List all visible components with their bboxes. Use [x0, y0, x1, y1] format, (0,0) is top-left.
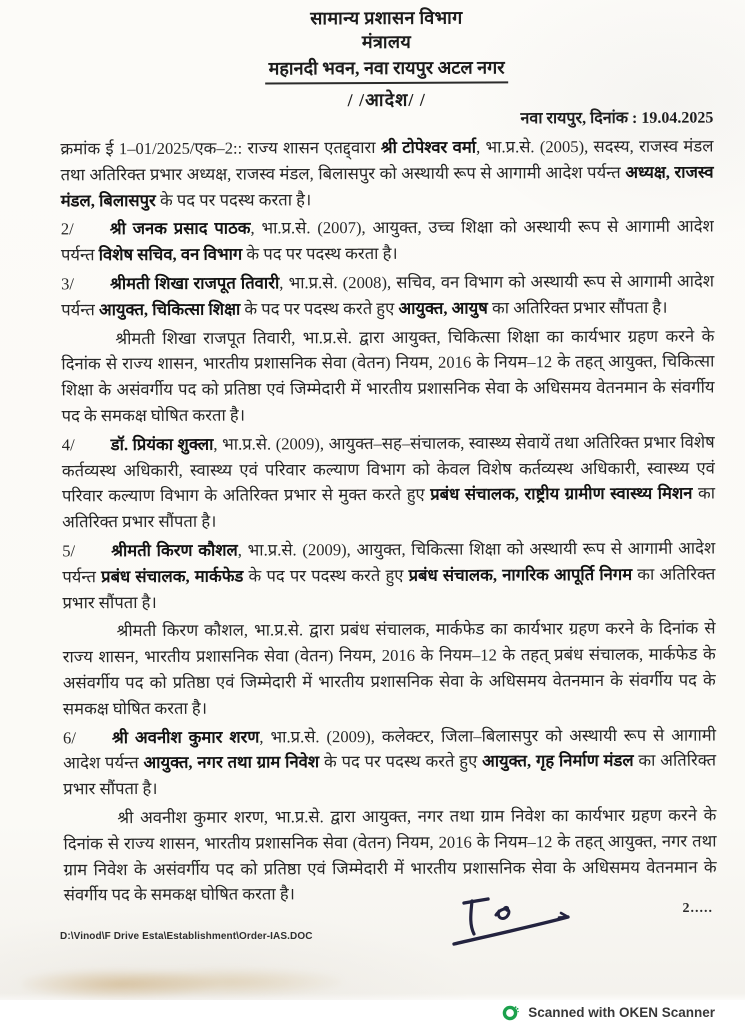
emphasized-text: प्रबंध संचालक, मार्कफेड: [101, 566, 244, 586]
body-text: श्रीमती किरण कौशल, भा.प्र.से. द्वारा प्रबंध संचालक, मार्कफेड का कार्यभार ग्रहण करने के दिनांक से राज्य शासन, भारतीय प्रशासनिक सेवा (वेतन) नियम, 2016 के नियम–12 के तहत् प्रबंध संचालक, मार्कफेड के असंवर्गीय पद को प्रतिष्ठा एवं जिम्मेदारी में भारतीय प्रशासनिक सेवा के अधिसमय वेतनमान के संवर्गीय पद के समकक्ष घोषित करता है।: [62, 618, 716, 719]
body-text: के पद पर पदस्थ करते हुए: [319, 751, 483, 772]
emphasized-text: श्रीमती किरण कौशल: [111, 540, 238, 561]
paragraph-number: 2/: [60, 219, 74, 239]
order-paragraph: [61, 214, 714, 268]
order-paragraph: [63, 722, 716, 802]
file-path: D:\Vinod\F Drive Esta\Establishment\Order-IAS.DOC: [60, 931, 313, 942]
scanner-badge-label: Scanned with OKEN Scanner: [528, 1004, 715, 1020]
address-line-wrap: [60, 55, 713, 86]
emphasized-text: आयुक्त, चिकित्सा शिक्षा: [98, 299, 241, 319]
body-text: के पद पर पदस्थ करता है।: [242, 244, 398, 264]
body-text: का अतिरिक्त प्रभार सौंपता है।: [487, 297, 668, 318]
emphasized-text: श्रीमती शिखा राजपूत तिवारी: [110, 273, 280, 294]
body-text: , भा.प्र.से. (2005), सदस्य, राजस्व मंडल तथा अतिरिक्त प्रभार अध्यक्ष, राजस्व मंडल, बिलासपुर को अस्थायी रूप से आगामी आदेश पर्यन्त: [60, 136, 714, 185]
address-line: महानदी भवन, नवा रायपुर अटल नगर: [266, 55, 508, 84]
order-paragraph: [62, 429, 715, 535]
paragraph-number: 4/: [61, 435, 75, 455]
document-header: [60, 5, 714, 132]
order-body: [60, 134, 716, 909]
emphasized-text: आयुक्त, नगर तथा ग्राम निवेश: [143, 752, 320, 773]
ministry-line: मंत्रालय: [361, 31, 412, 53]
body-text: श्री अवनीश कुमार शरण, भा.प्र.से. द्वारा आयुक्त, नगर तथा ग्राम निवेश का कार्यभार ग्रहण करने के दिनांक से राज्य शासन, भारतीय प्रशासनिक सेवा (वेतन) नियम, 2016 के नियम–12 के तहत् आयुक्त, नगर तथा ग्राम निवेश के असंवर्गीय पद को प्रतिष्ठा एवं जिम्मेदारी में भारतीय प्रशासनिक सेवा के अधिसमय वेतनमान के संवर्गीय पद के समकक्ष घोषित करता है।: [63, 805, 717, 905]
body-text: के पद पर पदस्थ करते हुए: [243, 565, 409, 586]
signature-icon: [450, 888, 582, 952]
department-title: सामान्य प्रशासन विभाग: [310, 7, 463, 29]
body-text: , भा.प्र.से. (2009), आयुक्त, चिकित्सा शिक्षा को अस्थायी रूप से आगामी आदेश पर्यन्त: [62, 538, 716, 587]
emphasized-text: डॉ. प्रियंका शुक्ला: [110, 434, 214, 454]
scanner-app-strip: [0, 1000, 745, 1024]
body-text: , भा.प्र.से. (2009), कलेक्टर, जिला–बिलासपुर को अस्थायी रूप से आगामी आदेश पर्यन्त: [63, 725, 717, 773]
body-text: , भा.प्र.से. (2009), आयुक्त–सह–संचालक, स्वास्थ्य सेवायें तथा अतिरिक्त प्रभार विशेष कर्तव्यस्थ अधिकारी, स्वास्थ्य एवं परिवार कल्याण विभाग को केवल विशेष कर्तव्यस्थ अधिकारी, स्वास्थ्य एवं परिवार कल्याण विभाग के अतिरिक्त प्रभार से मुक्त करते हुए: [61, 432, 715, 506]
body-text: का अतिरिक्त प्रभार सौंपता है।: [62, 483, 716, 532]
body-text: , भा.प्र.से. (2008), सचिव, वन विभाग को अस्थायी रूप से आगामी आदेश पर्यन्त: [61, 271, 715, 320]
signature-scribble: [450, 888, 582, 952]
emphasized-text: श्री अवनीश कुमार शरण: [111, 727, 260, 747]
emphasized-text: आयुक्त, आयुष: [398, 298, 488, 318]
emphasized-text: श्री जनक प्रसाद पाठक: [109, 218, 251, 239]
next-page-marker: 2.....: [682, 901, 713, 916]
emphasized-text: प्रबंध संचालक, राष्ट्रीय ग्रामीण स्वास्थ्य मिशन: [430, 483, 693, 505]
body-text: श्रीमती शिखा राजपूत तिवारी, भा.प्र.से. द्वारा आयुक्त, चिकित्सा शिक्षा का कार्यभार ग्रहण करने के दिनांक से राज्य शासन, भारतीय प्रशासनिक सेवा (वेतन) नियम, 2016 के नियम–12 के तहत् आयुक्त, चिकित्सा शिक्षा के असंवर्गीय पद को प्रतिष्ठा एवं जिम्मेदारी में भारतीय प्रशासनिक सेवा के अधिसमय वेतनमान के संवर्गीय पद के समकक्ष घोषित करता है।: [61, 326, 715, 426]
body-text: का अतिरिक्त प्रभार सौंपता है।: [62, 564, 716, 612]
order-title: / /आदेश/ /: [347, 89, 426, 111]
emphasized-text: प्रबंध संचालक, नागरिक आपूर्ति निगम: [408, 564, 633, 585]
body-text: के पद पर पदस्थ करता है।: [155, 189, 312, 210]
order-paragraph: [61, 323, 714, 429]
order-paragraph: [63, 616, 716, 722]
paragraph-number: 5/: [62, 541, 76, 561]
emphasized-text: विशेष सचिव, वन विभाग: [98, 244, 243, 265]
body-text: , भा.प्र.से. (2007), आयुक्त, उच्च शिक्षा को अस्थायी रूप से आगामी आदेश पर्यन्त: [60, 216, 714, 265]
emphasized-text: श्री टोपेश्वर वर्मा: [380, 137, 477, 157]
emphasized-text: आयुक्त, गृह निर्माण मंडल: [482, 751, 634, 771]
paragraph-number: 6/: [62, 727, 76, 747]
order-paragraph: [62, 535, 715, 615]
place-date-line: नवा रायपुर, दिनांक : 19.04.2025: [520, 109, 714, 128]
order-paragraph: [63, 802, 716, 908]
oken-scanner-logo-icon: [502, 1004, 519, 1021]
body-text: क्रमांक ई 1–01/2025/एक–2:: राज्य शासन एतद्द्वारा: [60, 137, 381, 159]
body-text: का अतिरिक्त प्रभार सौंपता है।: [63, 750, 717, 799]
paragraph-number: 3/: [61, 274, 75, 294]
body-text: के पद पर पदस्थ करते हुए: [240, 298, 399, 319]
emphasized-text: अध्यक्ष, राजस्व मंडल, बिलासपुर: [60, 162, 714, 210]
order-paragraph: [60, 134, 713, 214]
order-paragraph: [61, 268, 714, 322]
